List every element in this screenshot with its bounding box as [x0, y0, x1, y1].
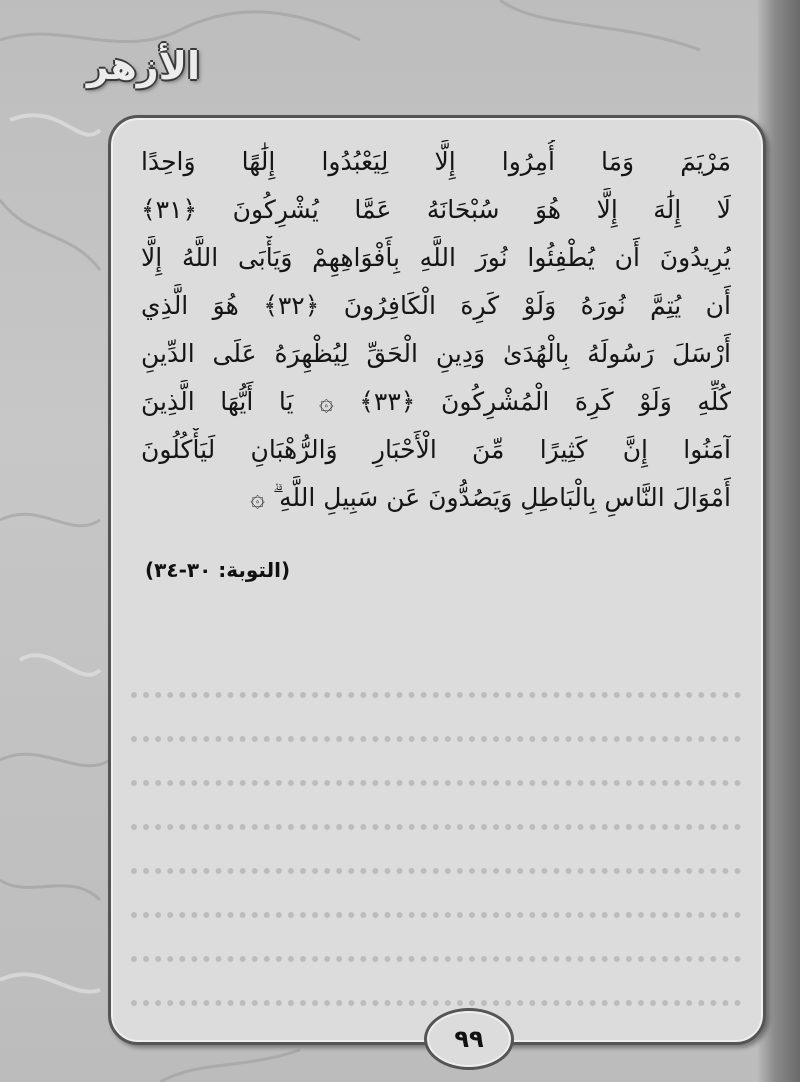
marble-vein [160, 1050, 300, 1082]
verse-line-1: مَرْيَمَ وَمَا أُمِرُوا إِلَّا لِيَعْبُدُوا إِلَٰهًا وَاحِدًا [141, 147, 731, 176]
content-panel [108, 115, 766, 1045]
ghost-line [131, 986, 741, 1006]
marble-vein [0, 754, 110, 766]
verse-line-7: آمَنُوا إِنَّ كَثِيرًا مِّنَ الْأَحْبَارِ وَالرُّهْبَانِ لَيَأْكُلُونَ [141, 435, 731, 464]
ghost-line [131, 942, 741, 962]
marble-vein [0, 880, 100, 900]
marble-vein [0, 200, 100, 270]
ghost-line [131, 854, 741, 874]
ghost-line [131, 722, 741, 742]
al-azhar-logo: الأزهر [86, 44, 200, 88]
verse-line-5: أَرْسَلَ رَسُولَهُ بِالْهُدَىٰ وَدِينِ الْحَقِّ لِيُظْهِرَهُ عَلَى الدِّينِ [141, 339, 731, 368]
verse-line-3: يُرِيدُونَ أَن يُطْفِئُوا نُورَ اللَّهِ بِأَفْوَاهِهِمْ وَيَأْبَى اللَّهُ إِلَّا [141, 243, 731, 272]
ghost-line [131, 810, 741, 830]
verse-line-8: أَمْوَالَ النَّاسِ بِالْبَاطِلِ وَيَصُدُّونَ عَن سَبِيلِ اللَّهِ ۗ ۞ [250, 483, 731, 512]
verse-line-6: كُلِّهِ وَلَوْ كَرِهَ الْمُشْرِكُونَ ﴿٣٣﴾ ۞ يَا أَيُّهَا الَّذِينَ [141, 387, 731, 416]
verse-line-4: أَن يُتِمَّ نُورَهُ وَلَوْ كَرِهَ الْكَافِرُونَ ﴿٣٢﴾ هُوَ الَّذِي [141, 291, 731, 320]
marble-vein [0, 514, 100, 526]
marble-highlight [0, 974, 100, 991]
ghost-line [131, 766, 741, 786]
bleed-through-text [131, 678, 741, 998]
quran-verses [141, 140, 731, 524]
surah-citation: (التوبة: ٣٠-٣٤) [145, 558, 291, 582]
verse-line-2: لَا إِلَٰهَ إِلَّا هُوَ سُبْحَانَهُ عَمَّا يُشْرِكُونَ ﴿٣١﴾ [141, 195, 731, 224]
marble-vein [500, 0, 700, 50]
marble-vein [0, 12, 360, 42]
marble-highlight [10, 115, 100, 135]
ghost-line [131, 898, 741, 918]
ghost-line [131, 678, 741, 698]
marble-highlight [20, 655, 100, 675]
page-number: ٩٩ [424, 1008, 514, 1070]
